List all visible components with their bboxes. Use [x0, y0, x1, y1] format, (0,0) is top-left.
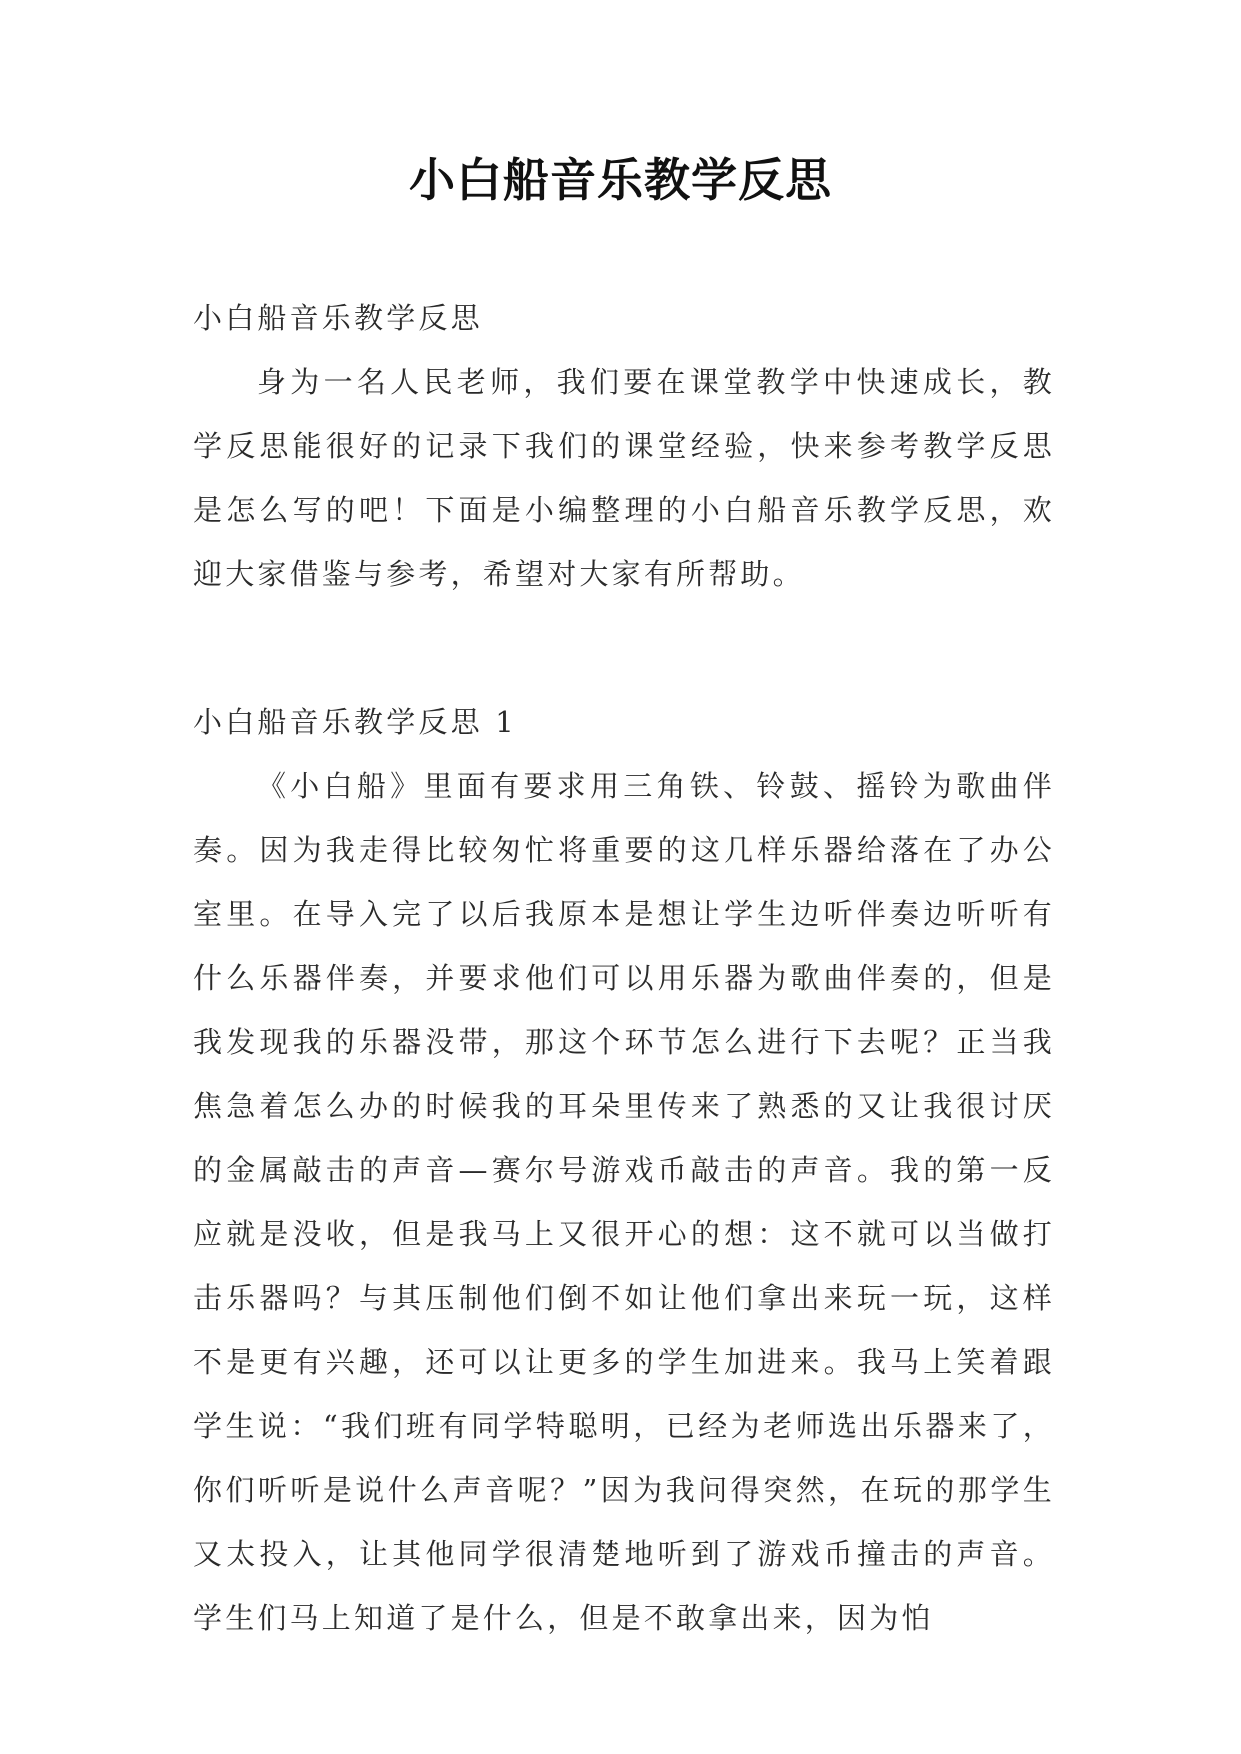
section-1-paragraph: 《小白船》里面有要求用三角铁、铃鼓、摇铃为歌曲伴奏。因为我走得比较匆忙将重要的这几样乐器给落在了办公室里。在导入完了以后我原本是想让学生边听伴奏边听听有什么乐器伴奏，并要求他们可以用乐器为歌曲伴奏的，但是我发现我的乐器没带，那这个环节怎么进行下去呢？正当我焦急着怎么办的时候我的耳朵里传来了熟悉的又让我很讨厌的金属敲击的声音—赛尔号游戏币敲击的声音。我的第一反应就是没收，但是我马上又很开心的想：这不就可以当做打击乐器吗？与其压制他们倒不如让他们拿出来玩一玩，这样不是更有兴趣，还可以让更多的学生加进来。我马上笑着跟学生说：“我们班有同学特聪明，已经为老师选出乐器来了，你们听听是说什么声音呢？”因为我问得突然，在玩的那学生又太投入，让其他同学很清楚地听到了游戏币撞击的声音。学生们马上知道了是什么，但是不敢拿出来，因为怕 — [193, 769, 1055, 1635]
intro-section — [193, 286, 1055, 606]
document-title: 小白船音乐教学反思 — [409, 153, 832, 207]
intro-paragraph: 身为一名人民老师，我们要在课堂教学中快速成长，教学反思能很好的记录下我们的课堂经验，快来参考教学反思是怎么写的吧！下面是小编整理的小白船音乐教学反思，欢迎大家借鉴与参考，希望对大家有所帮助。 — [193, 365, 1055, 591]
section-1 — [193, 690, 1055, 1650]
section-1-heading: 小白船音乐教学反思 1 — [193, 705, 517, 739]
intro-heading: 小白船音乐教学反思 — [193, 301, 483, 335]
